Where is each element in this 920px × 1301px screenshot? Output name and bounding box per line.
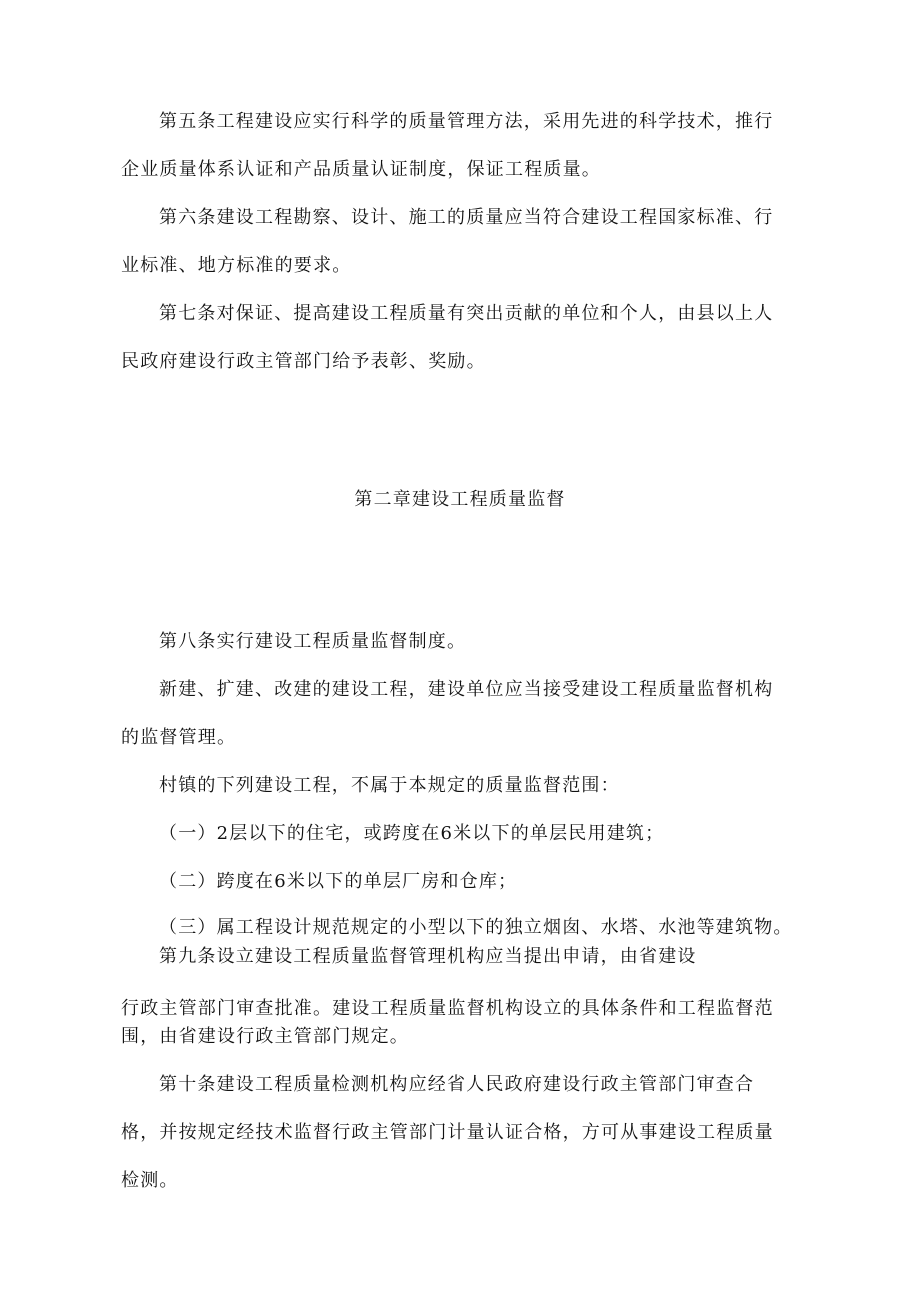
article-8-item-2: （二）跨度在6米以下的单层厂房和仓库； [159, 871, 518, 892]
article-6-line-2: 业标准、地方标准的要求。 [121, 255, 352, 276]
article-8-line-1: 第八条实行建设工程质量监督制度。 [159, 631, 467, 652]
article-10-line-1: 第十条建设工程质量检测机构应经省人民政府建设行政主管部门审查合 [159, 1074, 755, 1095]
article-9-line-2: 行政主管部门审查批准。建设工程质量监督机构设立的具体条件和工程监督范 [121, 998, 774, 1019]
article-9-line-1: 第九条设立建设工程质量监督管理机构应当提出申请，由省建设 [159, 946, 697, 967]
article-8-para-2-line-1: 新建、扩建、改建的建设工程，建设单位应当接受建设工程质量监督机构 [159, 679, 774, 700]
article-5-line-1: 第五条工程建设应实行科学的质量管理方法，采用先进的科学技术，推行 [159, 111, 774, 132]
article-7-line-2: 民政府建设行政主管部门给予表彰、奖励。 [121, 351, 486, 372]
article-7-line-1: 第七条对保证、提高建设工程质量有突出贡献的单位和个人，由县以上人 [159, 303, 774, 324]
chapter-2-title: 第二章建设工程质量监督 [354, 489, 566, 510]
article-10-line-2: 格，并按规定经技术监督行政主管部门计量认证合格，方可从事建设工程质量 [121, 1122, 774, 1143]
article-8-para-3: 村镇的下列建设工程，不属于本规定的质量监督范围： [159, 775, 620, 796]
article-6-line-1: 第六条建设工程勘察、设计、施工的质量应当符合建设工程国家标准、行 [159, 207, 774, 228]
article-9-line-3: 围，由省建设行政主管部门规定。 [121, 1026, 409, 1047]
article-5-line-2: 企业质量体系认证和产品质量认证制度，保证工程质量。 [121, 159, 601, 180]
article-10-line-3: 检测。 [121, 1170, 179, 1191]
article-8-item-3: （三）属工程设计规范规定的小型以下的独立烟囱、水塔、水池等建筑物。 [159, 917, 793, 938]
article-8-para-2-line-2: 的监督管理。 [121, 727, 237, 748]
article-8-item-1: （一）2层以下的住宅，或跨度在6米以下的单层民用建筑； [159, 823, 665, 844]
